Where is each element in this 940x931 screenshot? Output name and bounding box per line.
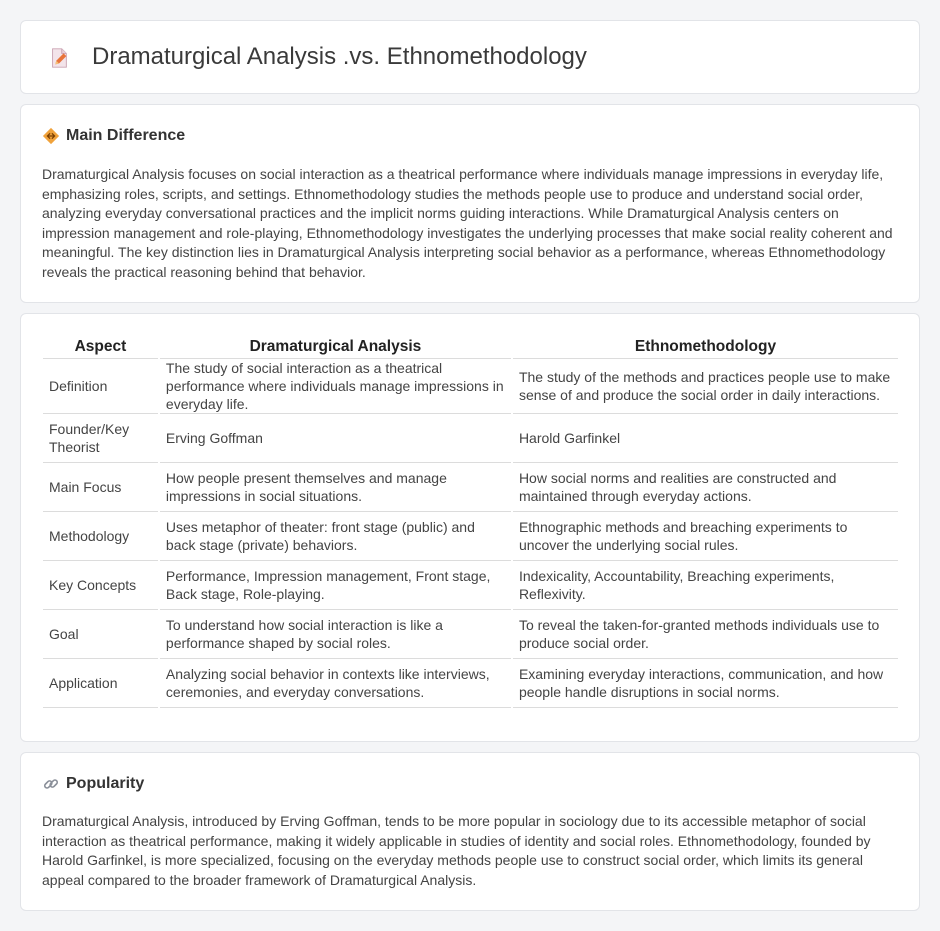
main-difference-title: Main Difference bbox=[66, 127, 186, 144]
dramaturgical-cell: The study of social interaction as a theatrical performance where individuals manage impressions in everyday life. bbox=[160, 359, 511, 414]
dramaturgical-cell: How people present themselves and manage impressions in social situations. bbox=[160, 463, 511, 512]
ethnomethodology-cell: Indexicality, Accountability, Breaching experiments, Reflexivity. bbox=[513, 561, 898, 610]
aspect-cell: Methodology bbox=[43, 512, 158, 561]
table-row bbox=[43, 512, 898, 561]
table-row bbox=[43, 414, 898, 463]
main-difference-text: Dramaturgical Analysis focuses on social interaction as a theatrical performance where individuals manage impressions in everyday life, emphasizing roles, scripts, and settings. Ethnomethodology studies the methods people use to produce and understand social order, analyzing everyday conversational practices and the implicit norms guiding interactions. While Dramaturgical Analysis centers on impression management and role-playing, Ethnomethodology investigates the underlying processes that make social reality coherent and meaningful. The key distinction lies in Dramaturgical Analysis interpreting social behavior as a performance, whereas Ethnomethodology reveals the practical reasoning behind that behavior. bbox=[42, 166, 893, 280]
aspect-cell: Definition bbox=[43, 359, 158, 414]
column-header-ethnomethodology: Ethnomethodology bbox=[513, 335, 898, 359]
dramaturgical-cell: Erving Goffman bbox=[160, 414, 511, 463]
dramaturgical-cell: To understand how social interaction is like a performance shaped by social roles. bbox=[160, 610, 511, 659]
diamond-arrows-icon bbox=[42, 127, 60, 145]
column-header-dramaturgical: Dramaturgical Analysis bbox=[160, 335, 511, 359]
dramaturgical-cell: Uses metaphor of theater: front stage (public) and back stage (private) behaviors. bbox=[160, 512, 511, 561]
link-icon bbox=[42, 775, 60, 793]
popularity-heading bbox=[42, 775, 144, 793]
aspect-cell: Application bbox=[43, 659, 158, 708]
column-header-aspect: Aspect bbox=[43, 335, 158, 359]
comparison-table bbox=[41, 335, 900, 708]
aspect-cell: Main Focus bbox=[43, 463, 158, 512]
table-row bbox=[43, 659, 898, 708]
dramaturgical-cell: Performance, Impression management, Front stage, Back stage, Role-playing. bbox=[160, 561, 511, 610]
table-row bbox=[43, 561, 898, 610]
dramaturgical-cell: Analyzing social behavior in contexts like interviews, ceremonies, and everyday conversations. bbox=[160, 659, 511, 708]
popularity-title: Popularity bbox=[66, 775, 145, 792]
ethnomethodology-cell: Ethnographic methods and breaching experiments to uncover the underlying social rules. bbox=[513, 512, 898, 561]
table-row bbox=[43, 610, 898, 659]
aspect-cell: Founder/Key Theorist bbox=[43, 414, 158, 463]
table-row bbox=[43, 359, 898, 414]
aspect-cell: Key Concepts bbox=[43, 561, 158, 610]
ethnomethodology-cell: The study of the methods and practices people use to make sense of and produce the social order in daily interactions. bbox=[513, 359, 898, 414]
popularity-text: Dramaturgical Analysis, introduced by Erving Goffman, tends to be more popular in sociology due to its accessible metaphor of social interaction as theatrical performance, making it widely applicable in studies of identity and social roles. Ethnomethodology, founded by Harold Garfinkel, is more specialized, focusing on the everyday methods people use to construct social order, which limits its general appeal compared to the broader framework of Dramaturgical Analysis. bbox=[42, 813, 871, 888]
main-difference-heading bbox=[42, 127, 185, 145]
page-title: Dramaturgical Analysis .vs. Ethnomethodology bbox=[92, 43, 587, 70]
title-card bbox=[20, 20, 920, 94]
aspect-cell: Goal bbox=[43, 610, 158, 659]
table-row bbox=[43, 463, 898, 512]
popularity-card bbox=[20, 752, 920, 911]
comparison-card bbox=[20, 313, 920, 742]
main-difference-card bbox=[20, 104, 920, 303]
ethnomethodology-cell: Examining everyday interactions, communication, and how people handle disruptions in social norms. bbox=[513, 659, 898, 708]
ethnomethodology-cell: To reveal the taken-for-granted methods individuals use to produce social order. bbox=[513, 610, 898, 659]
ethnomethodology-cell: How social norms and realities are constructed and maintained through everyday actions. bbox=[513, 463, 898, 512]
table-header-row bbox=[43, 335, 898, 359]
document-edit-icon bbox=[48, 47, 70, 69]
ethnomethodology-cell: Harold Garfinkel bbox=[513, 414, 898, 463]
